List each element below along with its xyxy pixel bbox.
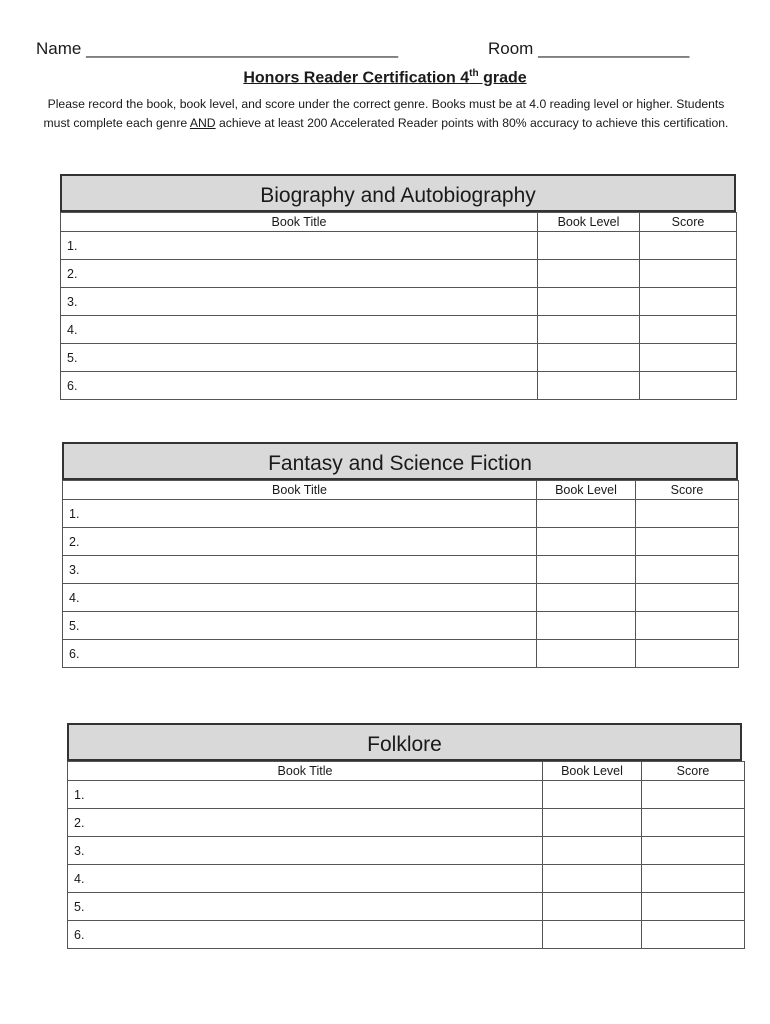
genre-banner: Fantasy and Science Fiction (62, 442, 738, 480)
book-level-cell[interactable] (537, 584, 636, 612)
room-field[interactable] (488, 39, 689, 59)
book-title-cell[interactable]: 4. (68, 865, 543, 893)
table-row (68, 893, 745, 921)
book-level-cell[interactable] (538, 260, 640, 288)
table-header-row (68, 762, 745, 781)
book-level-cell[interactable] (537, 500, 636, 528)
genre-banner: Folklore (67, 723, 742, 761)
book-log-table (62, 480, 739, 668)
name-blank[interactable]: _________________________________ (86, 39, 399, 58)
book-log-table (60, 212, 737, 400)
book-level-cell[interactable] (537, 528, 636, 556)
table-row (63, 640, 739, 668)
score-cell[interactable] (636, 528, 739, 556)
book-level-cell[interactable] (538, 316, 640, 344)
col-book-title: Book Title (68, 762, 543, 781)
table-row (68, 781, 745, 809)
book-title-cell[interactable]: 1. (68, 781, 543, 809)
table-row (61, 316, 737, 344)
score-cell[interactable] (642, 809, 745, 837)
table-row (61, 288, 737, 316)
book-log-table (67, 761, 745, 949)
book-title-cell[interactable]: 6. (61, 372, 538, 400)
book-level-cell[interactable] (543, 809, 642, 837)
table-header-row (63, 481, 739, 500)
emphasis-and: AND (189, 116, 216, 130)
book-title-cell[interactable]: 5. (68, 893, 543, 921)
book-title-cell[interactable]: 1. (61, 232, 538, 260)
book-title-cell[interactable]: 5. (61, 344, 538, 372)
col-score: Score (642, 762, 745, 781)
room-blank[interactable]: ________________ (538, 39, 690, 58)
table-row (61, 232, 737, 260)
score-cell[interactable] (636, 612, 739, 640)
table-row (68, 921, 745, 949)
table-row (63, 612, 739, 640)
col-score: Score (636, 481, 739, 500)
genre-section-fantasy (62, 442, 739, 668)
table-row (63, 500, 739, 528)
table-row (61, 372, 737, 400)
book-title-cell[interactable]: 2. (63, 528, 537, 556)
col-book-title: Book Title (63, 481, 537, 500)
book-level-cell[interactable] (537, 640, 636, 668)
book-level-cell[interactable] (538, 232, 640, 260)
score-cell[interactable] (642, 781, 745, 809)
score-cell[interactable] (642, 865, 745, 893)
book-level-cell[interactable] (538, 372, 640, 400)
book-title-cell[interactable]: 2. (68, 809, 543, 837)
book-title-cell[interactable]: 2. (61, 260, 538, 288)
score-cell[interactable] (642, 893, 745, 921)
score-cell[interactable] (640, 260, 737, 288)
book-title-cell[interactable]: 1. (63, 500, 537, 528)
book-title-cell[interactable]: 5. (63, 612, 537, 640)
instructions: Please record the book, book level, and score under the correct genre. Books must be at 4.0 reading level or higher. Students must complete each genre AND achieve at least 200 Accelerated Reader points with 80% accuracy to achieve this certification. (43, 97, 729, 130)
table-row (61, 344, 737, 372)
page-title: Honors Reader Certification 4th grade (243, 68, 527, 87)
book-title-cell[interactable]: 4. (61, 316, 538, 344)
col-score: Score (640, 213, 737, 232)
book-level-cell[interactable] (543, 781, 642, 809)
room-label: Room (488, 39, 534, 58)
genre-banner: Biography and Autobiography (60, 174, 736, 212)
name-label: Name (36, 39, 82, 58)
book-level-cell[interactable] (538, 288, 640, 316)
book-level-cell[interactable] (537, 612, 636, 640)
book-level-cell[interactable] (543, 865, 642, 893)
book-level-cell[interactable] (537, 556, 636, 584)
book-title-cell[interactable]: 3. (63, 556, 537, 584)
col-book-level: Book Level (537, 481, 636, 500)
book-level-cell[interactable] (543, 921, 642, 949)
score-cell[interactable] (640, 316, 737, 344)
table-row (61, 260, 737, 288)
col-book-level: Book Level (538, 213, 640, 232)
score-cell[interactable] (636, 500, 739, 528)
name-field[interactable] (36, 39, 398, 59)
table-row (63, 528, 739, 556)
book-title-cell[interactable]: 6. (68, 921, 543, 949)
table-row (63, 584, 739, 612)
book-title-cell[interactable]: 6. (63, 640, 537, 668)
col-book-title: Book Title (61, 213, 538, 232)
score-cell[interactable] (642, 921, 745, 949)
book-title-cell[interactable]: 4. (63, 584, 537, 612)
score-cell[interactable] (636, 556, 739, 584)
score-cell[interactable] (636, 640, 739, 668)
score-cell[interactable] (640, 232, 737, 260)
genre-section-biography (60, 174, 737, 400)
score-cell[interactable] (636, 584, 739, 612)
score-cell[interactable] (640, 372, 737, 400)
book-level-cell[interactable] (543, 893, 642, 921)
book-title-cell[interactable]: 3. (68, 837, 543, 865)
score-cell[interactable] (640, 344, 737, 372)
table-row (68, 865, 745, 893)
genre-section-folklore (67, 723, 745, 949)
book-title-cell[interactable]: 3. (61, 288, 538, 316)
table-row (63, 556, 739, 584)
book-level-cell[interactable] (543, 837, 642, 865)
col-book-level: Book Level (543, 762, 642, 781)
score-cell[interactable] (640, 288, 737, 316)
table-row (68, 837, 745, 865)
score-cell[interactable] (642, 837, 745, 865)
book-level-cell[interactable] (538, 344, 640, 372)
table-header-row (61, 213, 737, 232)
table-row (68, 809, 745, 837)
